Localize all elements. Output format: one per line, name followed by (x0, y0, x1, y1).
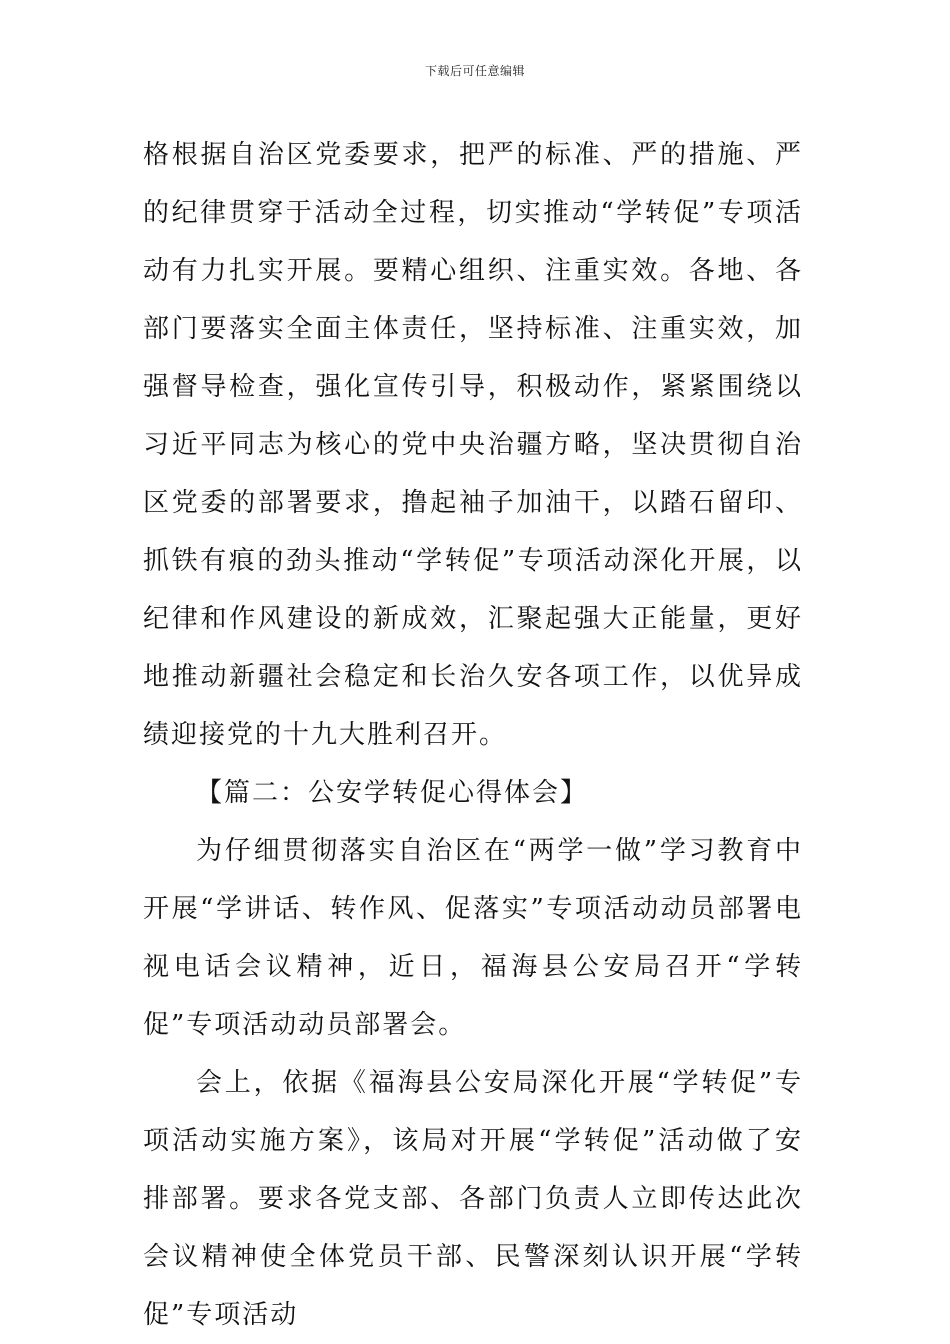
paragraph-continuation: 格根据自治区党委要求，把严的标准、严的措施、严的纪律贯穿于活动全过程，切实推动“学转促”专项活动有力扎实开展。要精心组织、注重实效。各地、各部门要落实全面主体责任，坚持标准、注重实效，加强督导检查，强化宣传引导，积极动作，紧紧围绕以习近平同志为核心的党中央治疆方略，坚决贯彻自治区党委的部署要求，撸起袖子加油干，以踏石留印、抓铁有痕的劲头推动“学转促”专项活动深化开展，以纪律和作风建设的新成效，汇聚起强大正能量，更好地推动新疆社会稳定和长治久安各项工作，以优异成绩迎接党的十九大胜利召开。 (143, 140, 803, 750)
paragraph: 会上，依据《福海县公安局深化开展“学转促”专项活动实施方案》，该局对开展“学转促”活动做了安排部署。要求各党支部、各部门负责人立即传达此次会议精神使全体党员干部、民警深刻认识开展“学转促”专项活动 (143, 1068, 803, 1330)
paragraph: 为仔细贯彻落实自治区在“两学一做”学习教育中开展“学讲话、转作风、促落实”专项活动动员部署电视电话会议精神，近日，福海县公安局召开“学转促”专项活动动员部署会。 (143, 836, 803, 1040)
section-heading: 【篇二：公安学转促心得体会】 (196, 778, 589, 808)
page-header: 下载后可任意编辑 (424, 64, 525, 78)
document-body (143, 126, 803, 1344)
